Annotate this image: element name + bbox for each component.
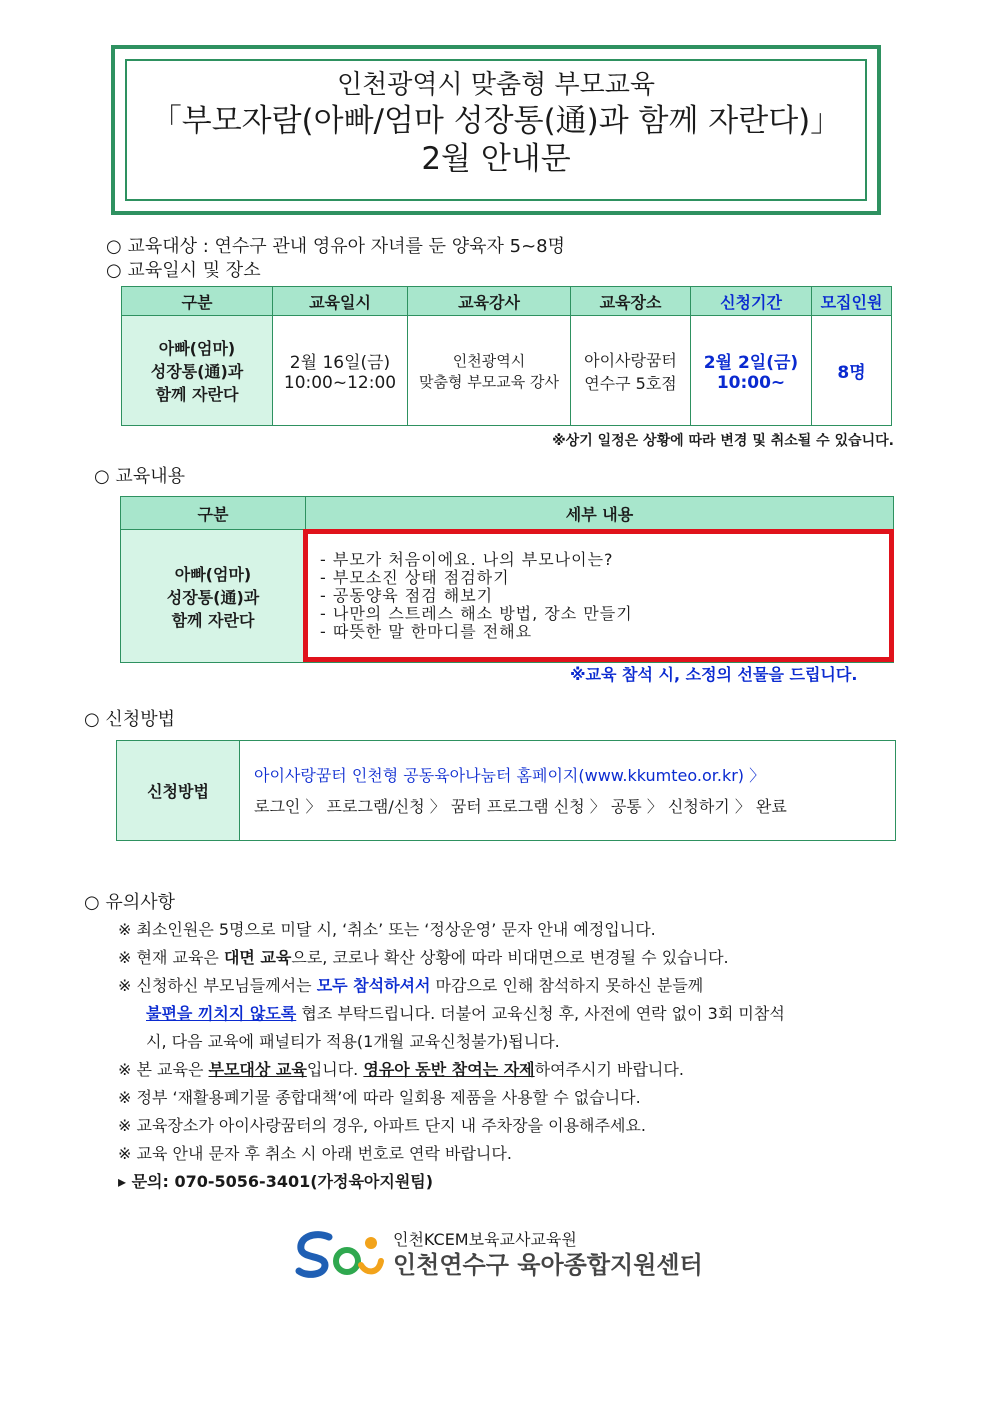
schedule-date-cell	[273, 316, 408, 426]
center-logo	[295, 1225, 715, 1285]
title-inner-box	[125, 59, 867, 201]
schedule-header-category: 구분	[122, 287, 273, 316]
schedule-place-cell	[571, 316, 691, 426]
content-item: - 부모소진 상태 점검하기	[320, 568, 510, 587]
content-heading: ○ 교육내용	[94, 466, 185, 487]
caution-text: ※ 본 교육은	[118, 1060, 209, 1079]
caution-emphasis: 모두 참석하셔서	[316, 976, 431, 995]
contact-line: ▸ 문의: 070-5056-3401(가정육아지원팀)	[118, 1172, 434, 1191]
apply-content-cell	[240, 741, 896, 841]
title-line-3: 2월 안내문	[421, 141, 571, 178]
logo-line-2: 인천연수구 육아종합지원센터	[393, 1251, 703, 1279]
schedule-header-date: 교육일시	[273, 287, 408, 316]
apply-label-cell: 신청방법	[117, 741, 240, 841]
content-header-detail: 세부 내용	[306, 497, 894, 530]
category-line: 함께 자란다	[155, 385, 239, 404]
place-line: 아이사랑꿈터	[584, 350, 677, 370]
title-line-1: 인천광역시 맞춤형 부모교육	[337, 70, 655, 100]
caution-item: ※ 정부 ‘재활용폐기물 종합대책’에 따라 일회용 제품을 사용할 수 없습니다.	[118, 1088, 641, 1107]
schedule-apply-period-cell	[691, 316, 812, 426]
caution-item	[118, 1056, 785, 1084]
apply-heading: ○ 신청방법	[84, 709, 175, 730]
schedule-instructor-cell	[408, 316, 571, 426]
category-line: 아빠(엄마)	[158, 339, 236, 358]
schedule-header-place: 교육장소	[571, 287, 691, 316]
content-item: - 나만의 스트레스 해소 방법, 장소 만들기	[320, 604, 633, 623]
schedule-table	[121, 286, 892, 426]
caution-text: 마감으로 인해 참석하지 못하신 분들께	[430, 976, 704, 995]
caution-item-cont: 시, 다음 교육에 패널티가 적용(1개월 교육신청불가)됩니다.	[146, 1032, 560, 1051]
schedule-heading: ○ 교육일시 및 장소	[106, 260, 261, 281]
time-line: 10:00~12:00	[283, 373, 397, 393]
caution-item-cont	[118, 1000, 785, 1028]
caution-emphasis: 불편을 끼치지 않도록	[146, 1004, 297, 1023]
schedule-note: ※상기 일정은 상황에 따라 변경 및 취소될 수 있습니다.	[552, 433, 894, 449]
caution-emphasis: 부모대상 교육	[208, 1060, 307, 1079]
title-line-2: 「부모자람(아빠/엄마 성장통(通)과 함께 자란다)」	[150, 102, 842, 139]
caution-item	[118, 944, 785, 972]
highlight-box	[303, 529, 894, 662]
schedule-header-capacity: 모집인원	[812, 287, 892, 316]
apply-time-line: 10:00~	[716, 373, 786, 393]
content-header-category: 구분	[121, 497, 306, 530]
category-line: 성장통(通)과	[166, 587, 260, 607]
caution-item	[118, 972, 785, 1000]
caution-item: ※ 최소인원은 5명으로 미달 시, ‘취소’ 또는 ‘정상운영’ 문자 안내 예정입니다.	[118, 920, 656, 939]
schedule-category-cell	[122, 316, 273, 426]
instructor-line: 맞춤형 부모교육 강사	[419, 372, 559, 391]
content-item: - 부모가 처음이에요. 나의 부모나이는?	[320, 550, 614, 569]
caution-text: 으로, 코로나 확산 상황에 따라 비대면으로 변경될 수 있습니다.	[291, 948, 729, 967]
caution-text: 입니다.	[306, 1060, 364, 1079]
place-line: 연수구 5호점	[584, 373, 677, 393]
caution-item: ※ 교육 안내 문자 후 취소 시 아래 번호로 연락 바랍니다.	[118, 1144, 512, 1163]
content-category-cell	[121, 530, 306, 663]
category-line: 성장통(通)과	[150, 362, 244, 381]
caution-text: 협조 부탁드립니다. 더불어 교육신청 후, 사전에 연락 없이 3회 미참석	[296, 1004, 785, 1023]
caution-list	[118, 916, 785, 1196]
caution-heading: ○ 유의사항	[84, 892, 175, 913]
logo-mark-icon	[295, 1225, 387, 1281]
category-line: 함께 자란다	[171, 610, 255, 630]
schedule-capacity-cell: 8명	[812, 316, 892, 426]
content-item: - 따뜻한 말 한마디를 전해요	[320, 622, 533, 641]
date-line: 2월 16일(금)	[289, 353, 391, 373]
caution-text: ※ 신청하신 부모님들께서는	[118, 976, 317, 995]
apply-line-1: 아이사랑꿈터 인천형 공동육아나눔터 홈페이지(www.kkumteo.or.kr) 〉	[254, 765, 766, 785]
apply-date-line: 2월 2일(금)	[703, 353, 799, 373]
schedule-header-apply-period: 신청기간	[691, 287, 812, 316]
apply-line-2: 로그인 〉 프로그램/신청 〉 꿈터 프로그램 신청 〉 공통 〉 신청하기 〉 완료	[254, 796, 787, 816]
caution-text: ※ 현재 교육은	[118, 948, 224, 967]
caution-emphasis: 대면 교육	[223, 948, 292, 967]
content-item: - 공동양육 점검 해보기	[320, 586, 494, 605]
instructor-line: 인천광역시	[452, 351, 526, 370]
category-line: 아빠(엄마)	[174, 564, 252, 584]
content-note: ※교육 참석 시, 소정의 선물을 드립니다.	[570, 665, 858, 684]
caution-text: 하여주시기 바랍니다.	[534, 1060, 684, 1079]
target-line: ○ 교육대상 : 연수구 관내 영유아 자녀를 둔 양육자 5~8명	[106, 236, 566, 257]
logo-line-1: 인천KCEM보육교사교육원	[393, 1230, 577, 1249]
caution-item: ※ 교육장소가 아이사랑꿈터의 경우, 아파트 단지 내 주차장을 이용해주세요.	[118, 1116, 646, 1135]
schedule-header-instructor: 교육강사	[408, 287, 571, 316]
title-box	[111, 45, 881, 215]
caution-emphasis: 영유아 동반 참여는 자제	[363, 1060, 535, 1079]
apply-table	[116, 740, 896, 841]
